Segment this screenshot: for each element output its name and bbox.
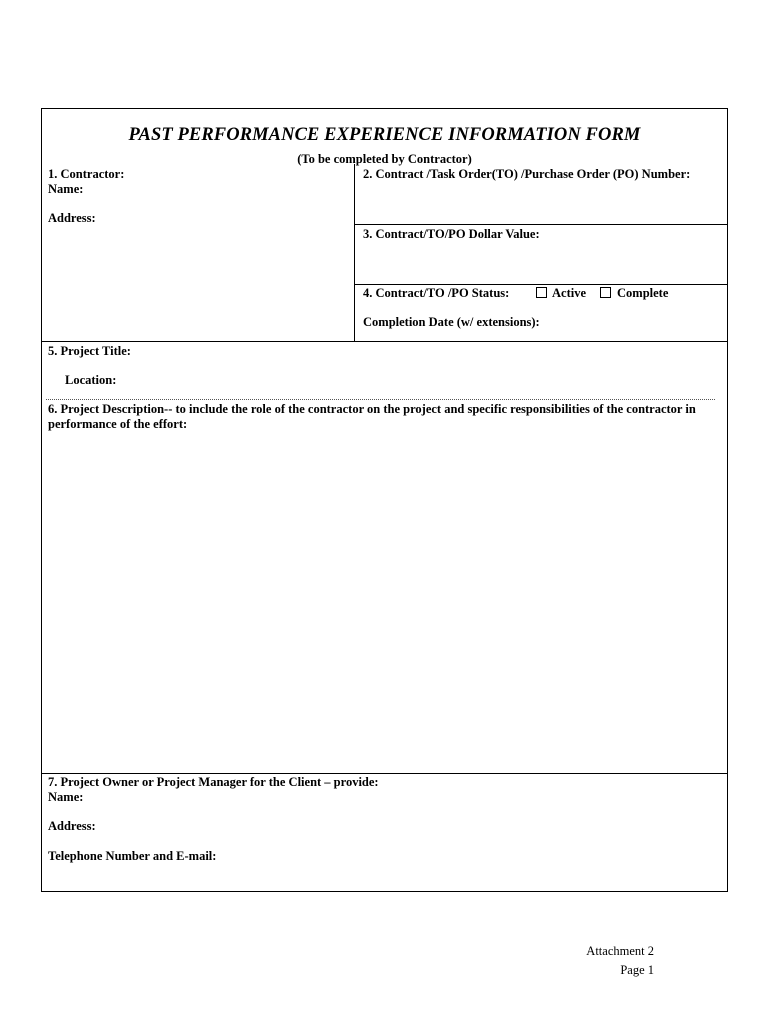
contractor-heading: 1. Contractor: xyxy=(48,167,125,181)
project-description-label: 6. Project Description-- to include the role of the contractor on the project and specific responsibilities of the contractor in performance of the effort: xyxy=(48,402,696,431)
owner-address-label: Address: xyxy=(48,819,96,833)
contractor-address-label: Address: xyxy=(48,211,96,225)
dotted-divider xyxy=(46,399,715,400)
section-divider xyxy=(42,341,727,342)
project-title-label: 5. Project Title: xyxy=(48,344,131,358)
owner-heading: 7. Project Owner or Project Manager for the Client – provide: xyxy=(48,775,379,789)
owner-name-label: Name: xyxy=(48,790,84,804)
section-divider xyxy=(354,224,727,225)
page-number: Page 1 xyxy=(620,963,654,977)
past-performance-form xyxy=(41,108,728,892)
complete-label: Complete xyxy=(617,286,669,300)
active-checkbox[interactable] xyxy=(536,287,547,298)
section-divider xyxy=(42,773,727,774)
owner-phone-email-label: Telephone Number and E-mail: xyxy=(48,849,217,863)
dollar-value-label: 3. Contract/TO/PO Dollar Value: xyxy=(363,227,540,241)
status-label: 4. Contract/TO /PO Status: xyxy=(363,286,510,300)
project-location-label: Location: xyxy=(65,373,117,387)
active-label: Active xyxy=(552,286,587,300)
column-divider xyxy=(354,164,355,341)
contractor-name-label: Name: xyxy=(48,182,84,196)
complete-checkbox[interactable] xyxy=(600,287,611,298)
completion-date-label: Completion Date (w/ extensions): xyxy=(363,315,540,329)
attachment-label: Attachment 2 xyxy=(586,944,654,958)
section-divider xyxy=(354,284,727,285)
contract-number-label: 2. Contract /Task Order(TO) /Purchase Order (PO) Number: xyxy=(363,167,691,181)
form-subtitle: (To be completed by Contractor) xyxy=(297,152,472,166)
form-title: PAST PERFORMANCE EXPERIENCE INFORMATION FORM xyxy=(128,125,641,145)
